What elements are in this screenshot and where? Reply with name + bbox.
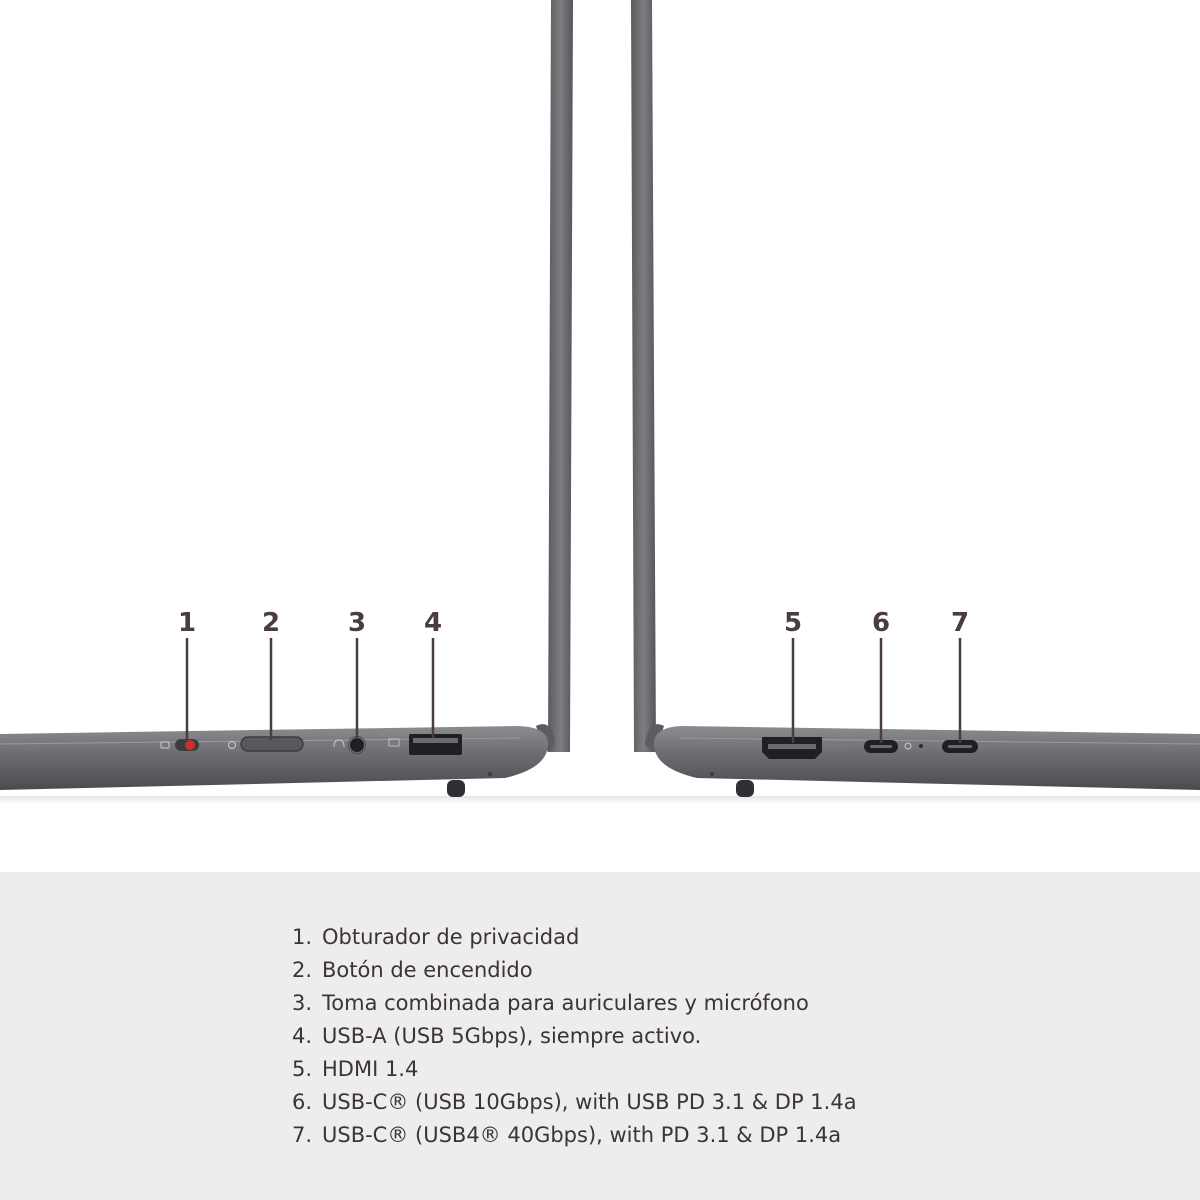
callout-number-7: 7 bbox=[950, 608, 970, 638]
callouts bbox=[187, 638, 960, 743]
left-lid bbox=[548, 0, 573, 752]
charge-led bbox=[919, 744, 923, 748]
legend-text: USB-A (USB 5Gbps), siempre activo. bbox=[322, 1023, 702, 1048]
floor-shadow bbox=[0, 796, 1200, 804]
callout-number-5: 5 bbox=[783, 608, 803, 638]
legend-text: USB-C® (USB 10Gbps), with USB PD 3.1 & DP 1.4a bbox=[322, 1089, 857, 1114]
legend-text: Toma combinada para auriculares y micrófono bbox=[322, 990, 809, 1015]
hdmi-port-label: HDMI bbox=[827, 741, 846, 749]
right-base bbox=[654, 726, 1200, 790]
right-foot-screw bbox=[710, 772, 714, 776]
legend-item bbox=[292, 986, 857, 1019]
usb-a-tongue bbox=[413, 738, 458, 743]
left-foot bbox=[447, 780, 465, 797]
legend-number: 1. bbox=[292, 924, 313, 949]
legend-number: 7. bbox=[292, 1122, 313, 1147]
legend-list bbox=[292, 920, 857, 1151]
right-laptop bbox=[631, 0, 1200, 797]
usb-c-tongue bbox=[870, 745, 892, 748]
callout-number-3: 3 bbox=[347, 608, 367, 638]
legend-text: HDMI 1.4 bbox=[322, 1056, 419, 1081]
legend-item bbox=[292, 1052, 857, 1085]
left-foot-screw bbox=[488, 772, 492, 776]
usb-a-socket bbox=[409, 734, 462, 755]
callout-numbers bbox=[178, 608, 969, 638]
callout-number-2: 2 bbox=[261, 608, 281, 638]
hdmi-contacts bbox=[768, 744, 816, 749]
legend-text: USB-C® (USB4® 40Gbps), with PD 3.1 & DP 1.4a bbox=[322, 1122, 842, 1147]
callout-number-4: 4 bbox=[423, 608, 443, 638]
legend-number: 5. bbox=[292, 1056, 313, 1081]
right-foot bbox=[736, 780, 754, 797]
callout-number-1: 1 bbox=[177, 608, 197, 638]
legend-panel bbox=[0, 872, 1200, 1200]
left-laptop bbox=[0, 0, 573, 797]
callout-number-6: 6 bbox=[871, 608, 891, 638]
right-lid bbox=[631, 0, 656, 752]
legend-number: 4. bbox=[292, 1023, 313, 1048]
legend-item bbox=[292, 1085, 857, 1118]
legend-number: 3. bbox=[292, 990, 313, 1015]
legend-item bbox=[292, 953, 857, 986]
audio-jack-hole bbox=[350, 738, 364, 752]
left-base bbox=[0, 726, 548, 790]
legend-item bbox=[292, 920, 857, 953]
legend-text: Obturador de privacidad bbox=[322, 924, 580, 949]
legend-item bbox=[292, 1019, 857, 1052]
legend-item bbox=[292, 1118, 857, 1151]
legend-number: 2. bbox=[292, 957, 313, 982]
legend-text: Botón de encendido bbox=[322, 957, 533, 982]
legend-number: 6. bbox=[292, 1089, 313, 1114]
usb4-tongue bbox=[948, 745, 972, 748]
